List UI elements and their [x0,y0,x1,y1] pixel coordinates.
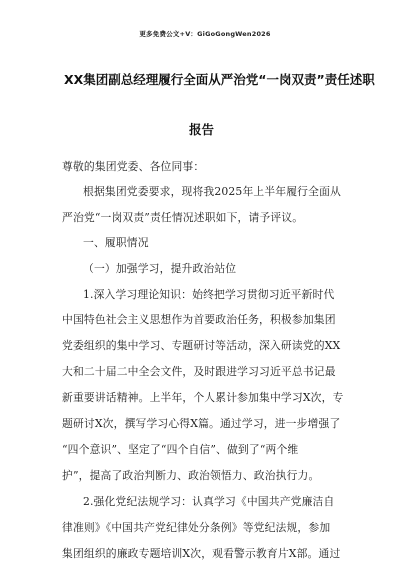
document-title-continued: 报告 [189,122,215,137]
section-heading: 一、履职情况 [83,236,149,249]
body-line: 大和二十届二中全会文件，及时跟进学习习近平总书记最 [62,365,336,378]
body-line: 1.深入学习理论知识：始终把学习贯彻习近平新时代 [83,288,335,301]
body-line: 根据集团党委要求，现将我2025年上半年履行全面从 [83,185,341,198]
subsection-heading: （一）加强学习，提升政治站位 [83,262,237,275]
body-line: 党委组织的集中学习、专题研讨等活动，深入研读党的XX [62,339,341,352]
body-line: 护”，提高了政治判断力、政治领悟力、政治执行力。 [62,469,320,482]
body-line: 题研讨X次，撰写学习心得X篇。通过学习，进一步增强了 [62,417,341,430]
body-line: 新重要讲话精神。上半年，个人累计参加集中学习X次，专 [62,391,344,404]
body-line: 中国特色社会主义思想作为首要政治任务，积极参加集团 [62,313,336,326]
salutation: 尊敬的集团党委、各位同事： [62,160,205,173]
body-line: 2.强化党纪法规学习：认真学习《中国共产党廉洁自 [83,495,335,508]
body-line: 律准则》《中国共产党纪律处分条例》等党纪法规，参加 [62,521,331,534]
body-line: “四个意识”、坚定了“四个自信”、做到了“两个维 [62,443,299,456]
body-line: 集团组织的廉政专题培训X次，观看警示教育片X部。通过 [62,547,341,560]
header-note: 更多免费公文+V：GiGoGongWen2026 [139,30,271,38]
document-title: XX集团副总经理履行全面从严治党“一岗双责”责任述职 [64,72,375,87]
body-line: 严治党“一岗双责”责任情况述职如下，请予评议。 [62,211,304,224]
